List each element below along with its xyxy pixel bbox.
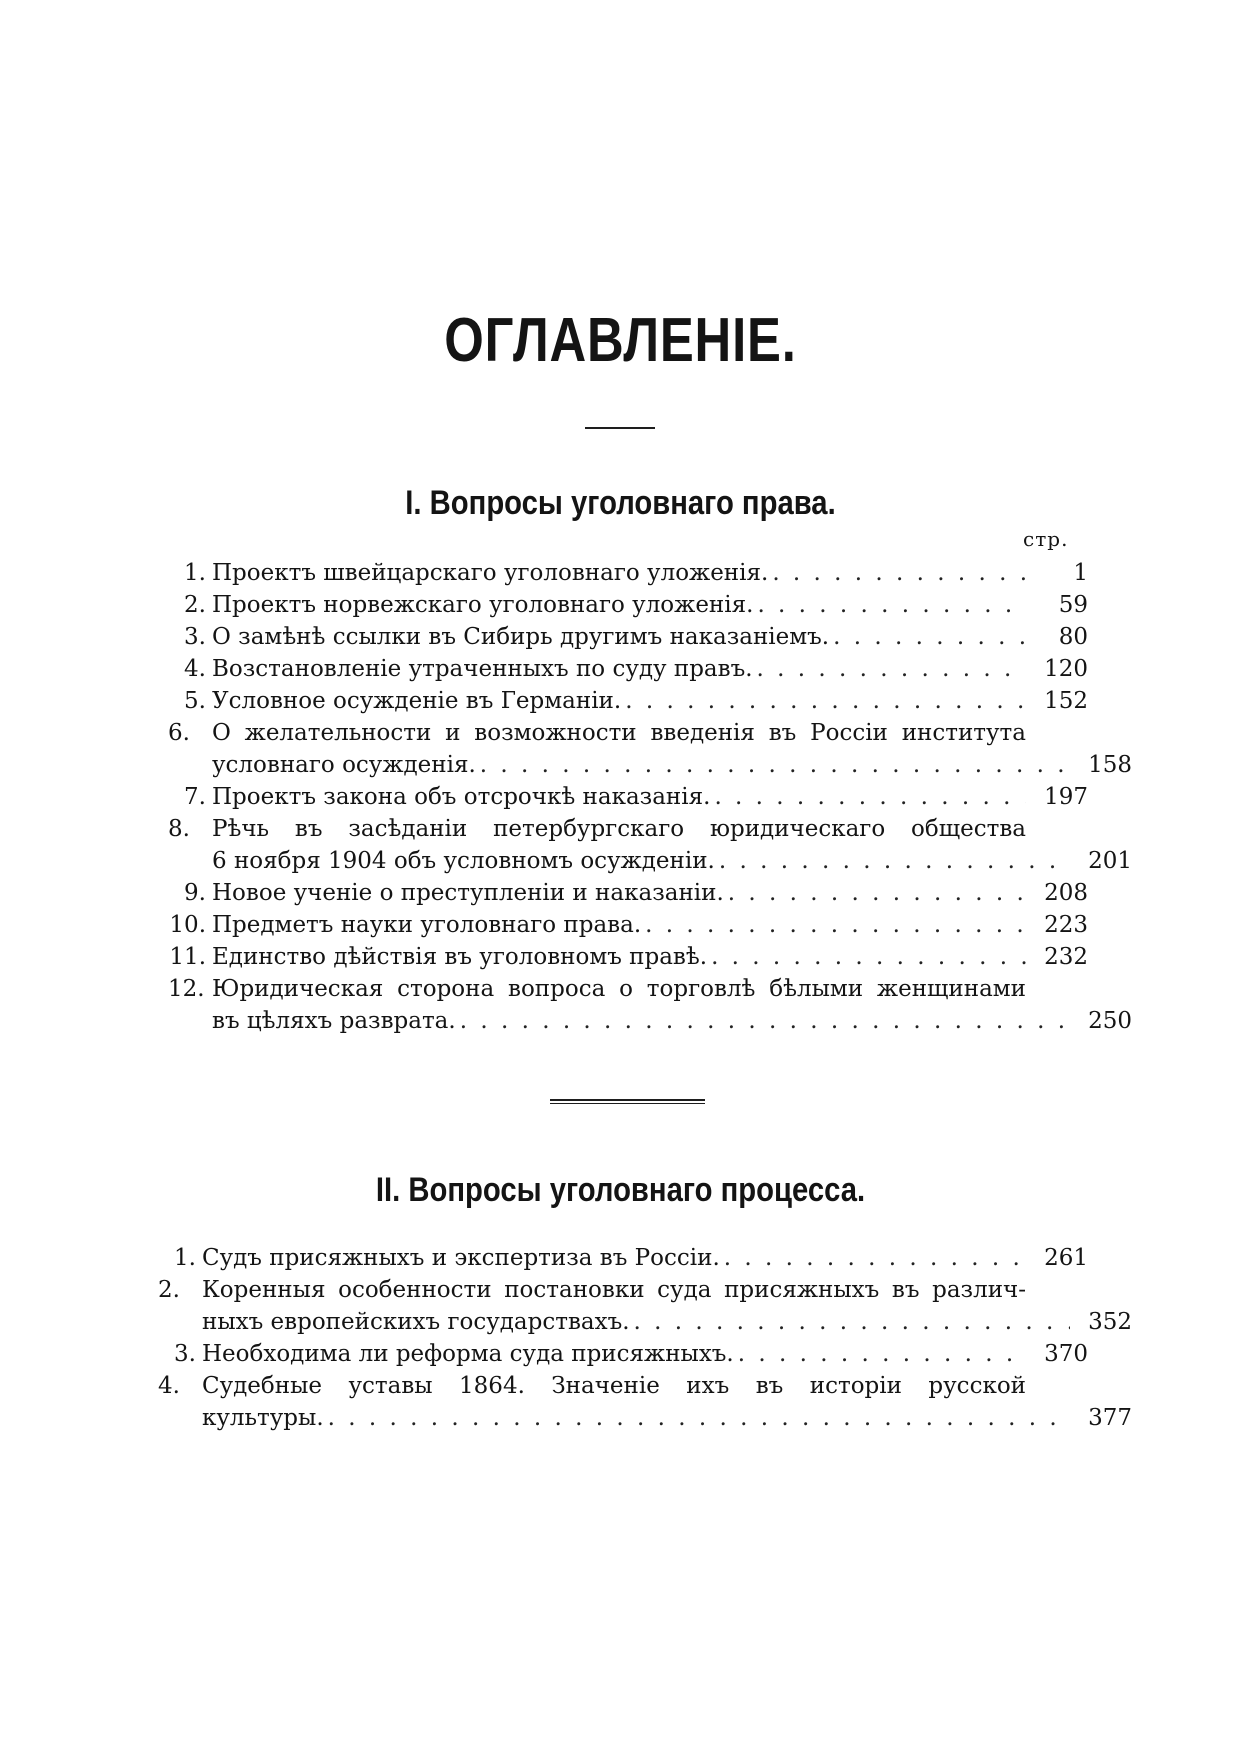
entry-number: 3. — [184, 624, 206, 650]
entry-title: Проектъ норвежскаго уголовнаго уложенія. — [212, 592, 754, 618]
toc-entry[interactable] — [168, 685, 1088, 717]
entry-title: Проектъ закона объ отсрочкѣ наказанія. — [212, 784, 711, 810]
toc-section-1 — [168, 557, 1132, 1037]
entry-page: 201 — [1088, 848, 1132, 874]
entry-page: 197 — [1044, 784, 1088, 810]
entry-number: 8. — [168, 816, 190, 842]
entry-page: 370 — [1044, 1341, 1088, 1367]
toc-entry[interactable] — [168, 909, 1088, 941]
entry-number: 4. — [184, 656, 206, 682]
entry-title-continued: культуры. — [202, 1405, 324, 1431]
entry-number: 1. — [174, 1245, 196, 1271]
section-heading-criminal-law: I. Вопросы уголовнаго права. — [405, 484, 836, 522]
toc-entry[interactable] — [168, 813, 1132, 877]
entry-title: Новое ученіе о преступленіи и наказаніи. — [212, 880, 724, 906]
toc-entry[interactable] — [168, 941, 1088, 973]
toc-entry[interactable] — [168, 877, 1088, 909]
entry-title-continued: 6 ноября 1904 объ условномъ осужденіи. — [212, 848, 715, 874]
toc-section-2 — [158, 1242, 1132, 1434]
entry-number: 12. — [168, 976, 205, 1002]
toc-entry[interactable] — [168, 717, 1132, 781]
entry-page: 152 — [1044, 688, 1088, 714]
entry-page: 120 — [1044, 656, 1088, 682]
entry-title: Предметъ науки уголовнаго права. — [212, 912, 642, 938]
entry-page: 250 — [1088, 1008, 1132, 1034]
entry-number: 2. — [184, 592, 206, 618]
section-divider — [550, 1099, 705, 1101]
entry-title: Возстановленіе утраченныхъ по суду правъ. — [212, 656, 753, 682]
entry-number: 4. — [158, 1373, 180, 1399]
entry-number: 6. — [168, 720, 190, 746]
entry-page: 377 — [1088, 1405, 1132, 1431]
entry-page: 232 — [1044, 944, 1088, 970]
toc-entry[interactable] — [168, 621, 1088, 653]
entry-title: Рѣчь въ засѣданіи петербургскаго юридическаго общества — [212, 816, 1026, 842]
toc-entry[interactable] — [168, 557, 1088, 589]
entry-title-continued: въ цѣляхъ разврата. — [212, 1008, 456, 1034]
entry-title: Юридическая сторона вопроса о торговлѣ бѣлыми женщинами — [212, 976, 1026, 1002]
toc-entry[interactable] — [158, 1338, 1088, 1370]
toc-entry[interactable] — [158, 1274, 1132, 1338]
toc-entry[interactable] — [168, 973, 1132, 1037]
entry-number: 2. — [158, 1277, 180, 1303]
toc-entry[interactable] — [158, 1370, 1132, 1434]
entry-title: Судебные уставы 1864. Значеніе ихъ въ исторіи русской — [202, 1373, 1026, 1399]
entry-title: Условное осужденіе въ Германіи. — [212, 688, 622, 714]
entry-number: 5. — [184, 688, 206, 714]
entry-page: 158 — [1088, 752, 1132, 778]
entry-title: Судъ присяжныхъ и экспертиза въ Россіи. — [202, 1245, 720, 1271]
entry-page: 1 — [1073, 560, 1088, 586]
page-title: ОГЛАВЛЕНІЕ. — [444, 306, 797, 375]
entry-title: Проектъ швейцарскаго уголовнаго уложенія. — [212, 560, 769, 586]
entry-title: О замѣнѣ ссылки въ Сибирь другимъ наказаніемъ. — [212, 624, 830, 650]
toc-entry[interactable] — [168, 589, 1088, 621]
entry-number: 10. — [169, 912, 206, 938]
entry-title-continued: ныхъ европейскихъ государствахъ. — [202, 1309, 630, 1335]
entry-page: 352 — [1088, 1309, 1132, 1335]
title-divider — [585, 427, 655, 429]
entry-title: О желательности и возможности введенія въ Россіи института — [212, 720, 1026, 746]
entry-number: 3. — [174, 1341, 196, 1367]
entry-page: 208 — [1044, 880, 1088, 906]
entry-page: 80 — [1058, 624, 1088, 650]
page-column-label: стр. — [1023, 527, 1069, 551]
entry-page: 261 — [1044, 1245, 1088, 1271]
entry-title: Необходима ли реформа суда присяжныхъ. — [202, 1341, 734, 1367]
section-heading-criminal-procedure: II. Вопросы уголовнаго процесса. — [375, 1171, 866, 1209]
toc-entry[interactable] — [168, 781, 1088, 813]
entry-title-continued: условнаго осужденія. — [212, 752, 476, 778]
toc-entry[interactable] — [168, 653, 1088, 685]
entry-page: 223 — [1044, 912, 1088, 938]
entry-number: 11. — [169, 944, 206, 970]
entry-page: 59 — [1058, 592, 1088, 618]
entry-title: Коренныя особенности постановки суда присяжныхъ въ различ- — [202, 1277, 1026, 1303]
toc-entry[interactable] — [158, 1242, 1088, 1274]
section-divider-thin — [550, 1103, 705, 1104]
entry-number: 7. — [184, 784, 206, 810]
entry-number: 9. — [184, 880, 206, 906]
entry-title: Единство дѣйствія въ уголовномъ правѣ. — [212, 944, 708, 970]
entry-number: 1. — [184, 560, 206, 586]
